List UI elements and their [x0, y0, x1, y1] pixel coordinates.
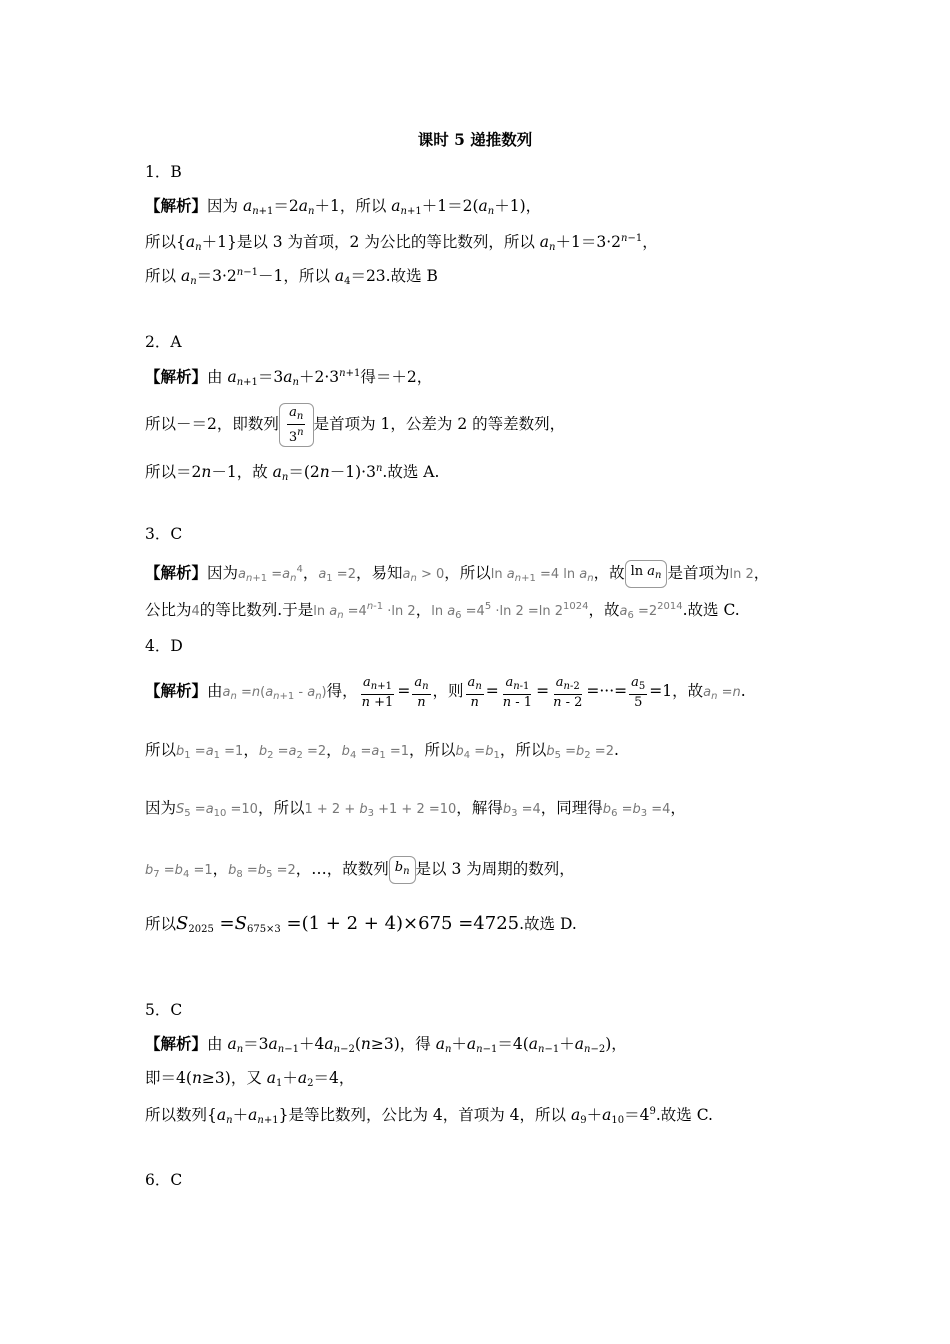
- solution-1-line-2: 所以$\{a_n+1\}$是以 3 为首项，2 为公比的等比数列，所以 $a_n+1=3\cdot 2^{n-1}$，: [145, 233, 658, 253]
- solution-2-line-2: 所以－＝2，即数列 $\frac{a_n}{3^n}$ 是首项为 1，公差为 2 的等差数列，: [145, 405, 566, 445]
- solution-4-line-4: $b_7 =b_4 =1$，$b_8 =b_5 =2$，…，故数列 $b_n$ 是以 3 为周期的数列，: [145, 856, 575, 885]
- solution-2-line-1: 【解析】由 $a_{n+1}=3a_n+2\cdot 3^{n+1}$得＝＋2，: [145, 367, 433, 388]
- solution-1-line-1: 【解析】因为 $a_{n+1}=2a_n+1$，所以 $a_{n+1}+1=2(a_n+1)$，: [145, 196, 542, 217]
- answer-3: 3．C: [145, 525, 183, 543]
- solution-2-line-3: 所以＝2n－1，故 $a_n=(2n-1)\cdot 3^n$.故选 A.: [145, 463, 440, 483]
- solution-1-line-3: 所以 $a_n=3\cdot 2^{n-1}-1$，所以 $a_4=23$.故选 B: [145, 267, 438, 287]
- solution-3-line-2: 公比为4的等比数列.于是$\ln a_n =4^{n-1} \cdot\ln$ 2，$\ln a_6 =4^5 \cdot\ln$ 2 =ln $2^{1024}$，故$a_6 =2^{2014}$.故选 C.: [145, 601, 740, 621]
- solution-4-line-2: 所以$b_1 =a_1 =1$，$b_2 =a_2 =2$，$b_4 =a_1 =1$，所以$b_4 =b_1$，所以$b_5 =b_2 =2$.: [145, 741, 619, 761]
- solution-4-line-5: 所以$S_{2025} =S_{675\times 3} =(1 + 2 + 4)\times 675 =4725$.故选 D.: [145, 913, 577, 935]
- answer-4: 4．D: [145, 637, 183, 655]
- answer-5: 5．C: [145, 1001, 183, 1019]
- answer-2: 2．A: [145, 333, 182, 351]
- page-title: 课时 5 递推数列: [417, 130, 533, 149]
- solution-5-line-3: 所以数列$\{a_n+a_{n+1}\}$是等比数列，公比为 4，首项为 4，所以 $a_9+a_{10}=4^9$.故选 C.: [145, 1106, 713, 1126]
- sequence-brace: $\frac{a_n}{3^n}$: [279, 403, 314, 447]
- solution-5-line-2: 即＝4(n≥3)，又 $a_1+a_2=4$，: [145, 1069, 355, 1089]
- answer-1: 1．B: [145, 163, 182, 181]
- solution-4-line-3: 因为$S_5 =a_{10} =10$，所以$1 + 2 + b_3 +1 + 2 =10$，解得$b_3 =4$，同理得$b_6 =b_3 =4$，: [145, 799, 686, 819]
- solution-5-line-1: 【解析】由 $a_n=3a_{n-1}+4a_{n-2}(n\ge 3)$，得 $a_n+a_{n-1}=4(a_{n-1}+a_{n-2})$，: [145, 1034, 627, 1055]
- solution-4-line-1: 【解析】由$a_n =n(a_{n+1} - a_n)$得， $\frac{a_{n+1}}{n +1}$ = $\frac{a_n}{n}$ ，则 $\frac{a_n}{n}$ = $\frac{a_{n-1}}{n - 1}$ = $\frac{a_{n-2}}{n - 2}$ =···= $\frac{a_5}{5}$ =1，故$a_n =n$.: [145, 674, 746, 710]
- answer-6: 6．C: [145, 1171, 183, 1189]
- solution-3-line-1: 【解析】因为$a_{n+1} =a_n^4$，$a_1 =2$，易知$a_n > 0$，所以$\ln a_{n+1} =4$ $\ln a_n$，故 $\ln a_n$ 是首项为ln 2，: [145, 560, 769, 589]
